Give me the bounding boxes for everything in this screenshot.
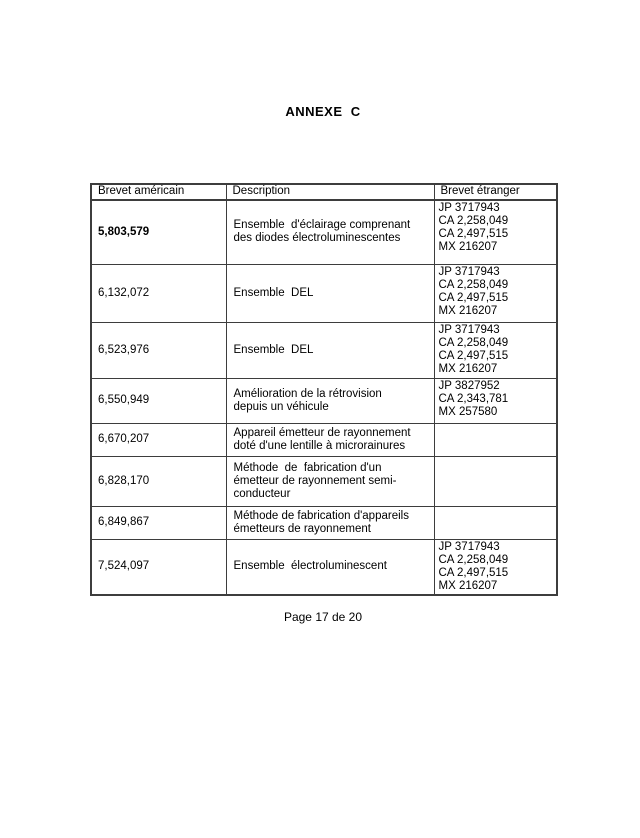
us-patent-number: 6,523,976 <box>91 322 226 378</box>
text-line: conducteur <box>233 487 291 500</box>
table-row <box>91 506 557 539</box>
table-row <box>91 322 557 378</box>
patent-description <box>226 539 434 595</box>
table-row <box>91 378 557 423</box>
foreign-patent-list <box>434 200 557 264</box>
us-patent-number: 7,524,097 <box>91 539 226 595</box>
text-line: CA 2,497,515 <box>438 349 509 362</box>
foreign-patent-list <box>434 423 557 456</box>
text-line: MX 216207 <box>438 579 498 592</box>
text-line: JP 3717943 <box>438 323 500 336</box>
column-header-us-patent: Brevet américain <box>91 184 226 200</box>
us-patent-number: 6,132,072 <box>91 264 226 322</box>
text-line: Appareil émetteur de rayonnement <box>233 426 411 439</box>
patent-description <box>226 264 434 322</box>
us-patent-number: 6,849,867 <box>91 506 226 539</box>
text-line: Ensemble DEL <box>233 343 314 356</box>
column-header-foreign-patent: Brevet étranger <box>434 184 557 200</box>
text-line: émetteurs de rayonnement <box>233 522 371 535</box>
foreign-patent-list <box>434 456 557 506</box>
text-line: MX 216207 <box>438 362 498 375</box>
patent-description <box>226 506 434 539</box>
table-row <box>91 539 557 595</box>
patent-table-header <box>91 184 557 200</box>
text-line: MX 216207 <box>438 241 498 253</box>
patent-description <box>226 378 434 423</box>
text-line: CA 2,343,781 <box>438 392 509 405</box>
patent-description <box>226 322 434 378</box>
table-row <box>91 456 557 506</box>
table-row <box>91 423 557 456</box>
text-line: depuis un véhicule <box>233 400 329 413</box>
patent-description <box>226 423 434 456</box>
foreign-patent-list <box>434 322 557 378</box>
text-line: CA 2,497,515 <box>438 566 509 579</box>
text-line: CA 2,497,515 <box>438 228 509 240</box>
text-line: Ensemble électroluminescent <box>233 560 387 572</box>
text-line: JP 3717943 <box>438 540 500 553</box>
us-patent-number: 6,670,207 <box>91 423 226 456</box>
text-line: CA 2,258,049 <box>438 336 509 349</box>
text-line: doté d'une lentille à microrainures <box>233 439 406 452</box>
header-row <box>91 184 557 200</box>
column-header-description: Description <box>226 184 434 200</box>
patent-table-body <box>91 200 557 595</box>
text-line: Méthode de fabrication d'appareils <box>233 509 409 522</box>
patent-table <box>90 183 558 596</box>
text-line: Ensemble d'éclairage comprenant <box>233 219 411 232</box>
text-line: Méthode de fabrication d'un <box>233 461 382 474</box>
text-line: des diodes électroluminescentes <box>233 232 401 245</box>
text-line: MX 216207 <box>438 304 498 317</box>
text-line: CA 2,258,049 <box>438 215 509 227</box>
text-line: JP 3827952 <box>438 379 500 392</box>
us-patent-number: 6,828,170 <box>91 456 226 506</box>
text-line: CA 2,258,049 <box>438 553 509 566</box>
text-line: Ensemble DEL <box>233 286 314 299</box>
text-line: émetteur de rayonnement semi- <box>233 474 397 487</box>
patent-description <box>226 200 434 264</box>
us-patent-number: 5,803,579 <box>91 200 226 264</box>
table-row <box>91 200 557 264</box>
foreign-patent-list <box>434 506 557 539</box>
table-row <box>91 264 557 322</box>
foreign-patent-list <box>434 378 557 423</box>
text-line: CA 2,258,049 <box>438 278 509 291</box>
foreign-patent-list <box>434 264 557 322</box>
text-line: CA 2,497,515 <box>438 291 509 304</box>
patent-description <box>226 456 434 506</box>
page-number: Page 17 de 20 <box>283 610 363 624</box>
text-line: JP 3717943 <box>438 265 500 278</box>
page-title: ANNEXE C <box>285 104 361 119</box>
us-patent-number: 6,550,949 <box>91 378 226 423</box>
foreign-patent-list <box>434 539 557 595</box>
text-line: Amélioration de la rétrovision <box>233 387 382 400</box>
text-line: JP 3717943 <box>438 202 500 214</box>
text-line: MX 257580 <box>438 405 498 418</box>
